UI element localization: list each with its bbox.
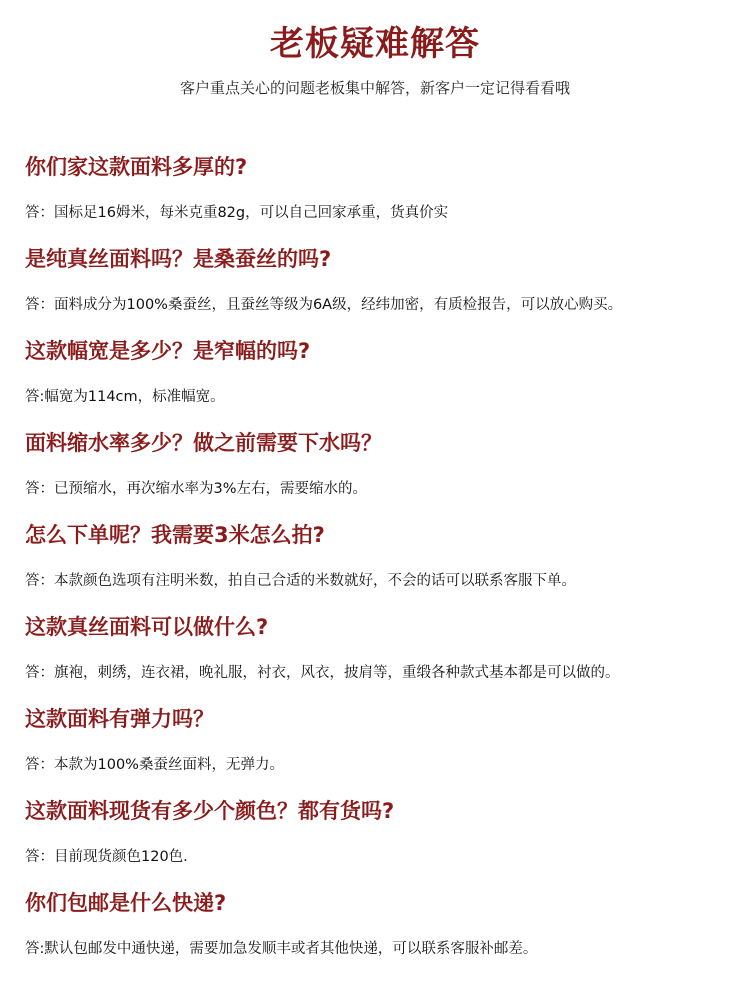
faq-answer: 答：旗袍，刺绣，连衣裙，晚礼服，衬衣，风衣，披肩等，重缎各种款式基本都是可以做的。	[25, 665, 620, 681]
faq-list	[25, 151, 740, 979]
faq-answer: 答：已预缩水，再次缩水率为3%左右，需要缩水的。	[25, 481, 368, 497]
faq-item-uses	[25, 611, 740, 703]
faq-question: 这款真丝面料可以做什么?	[25, 615, 269, 639]
faq-answer: 答:幅宽为114cm，标准幅宽。	[25, 389, 225, 405]
faq-item-thickness	[25, 151, 740, 243]
page-title: 老板疑难解答	[270, 24, 480, 64]
faq-item-colors	[25, 795, 740, 887]
faq-item-shipping	[25, 887, 740, 979]
faq-answer: 答：国标足16姆米，每米克重82g，可以自己回家承重，货真价实	[25, 205, 449, 221]
faq-answer: 答：本款颜色选项有注明米数，拍自己合适的米数就好，不会的话可以联系客服下单。	[25, 573, 576, 589]
page-subtitle: 客户重点关心的问题老板集中解答，新客户一定记得看看哦	[179, 79, 570, 97]
faq-answer: 答:默认包邮发中通快递，需要加急发顺丰或者其他快递，可以联系客服补邮差。	[25, 941, 538, 957]
faq-item-elasticity	[25, 703, 740, 795]
faq-item-width	[25, 335, 740, 427]
faq-item-material	[25, 243, 740, 335]
faq-question: 你们家这款面料多厚的?	[25, 155, 248, 179]
faq-item-shrinkage	[25, 427, 740, 519]
faq-question: 这款幅宽是多少？是窄幅的吗?	[25, 339, 311, 363]
faq-question: 怎么下单呢？我需要3米怎么拍?	[25, 523, 325, 547]
faq-question: 是纯真丝面料吗？是桑蚕丝的吗?	[25, 247, 332, 271]
faq-answer: 答：面料成分为100%桑蚕丝，且蚕丝等级为6A级，经纬加密，有质检报告，可以放心购买。	[25, 297, 623, 313]
faq-answer: 答：目前现货颜色120色.	[25, 849, 188, 865]
faq-question: 你们包邮是什么快递?	[25, 891, 227, 915]
faq-question: 面料缩水率多少？做之前需要下水吗？	[25, 431, 382, 455]
faq-question: 这款面料现货有多少个颜色？都有货吗?	[25, 799, 395, 823]
faq-item-ordering	[25, 519, 740, 611]
faq-question: 这款面料有弹力吗？	[25, 707, 214, 731]
faq-answer: 答：本款为100%桑蚕丝面料，无弹力。	[25, 757, 284, 773]
